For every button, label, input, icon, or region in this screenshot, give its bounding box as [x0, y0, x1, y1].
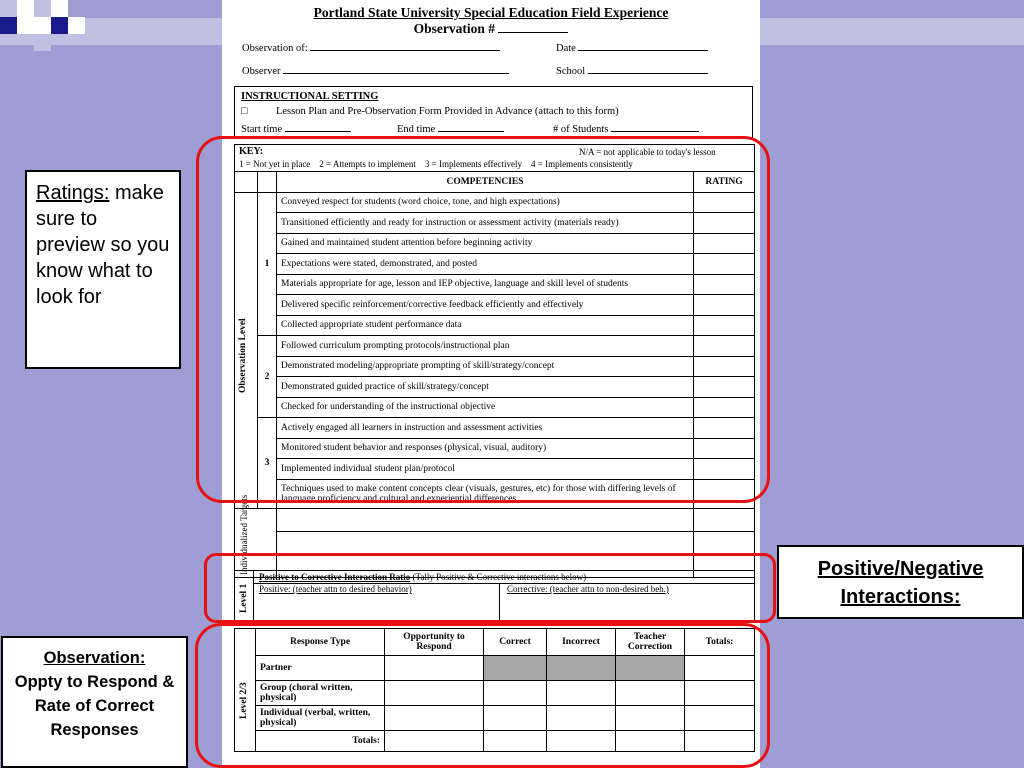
competency-text: Expectations were stated, demonstrated, and posted: [277, 254, 694, 275]
interaction-note: (Tally Positive & Corrective interactions below): [412, 572, 587, 582]
response-header-cell: Correct: [484, 629, 547, 656]
response-type: Partner: [256, 656, 385, 681]
decor-square: [51, 0, 68, 17]
corrective-label: Corrective: (teacher attn to non-desired beh.): [507, 584, 669, 594]
lesson-plan-checkbox[interactable]: □: [241, 106, 248, 117]
competency-text: Demonstrated modeling/appropriate prompting of skill/strategy/concept: [277, 356, 694, 377]
setting-heading: INSTRUCTIONAL SETTING: [241, 91, 379, 102]
school-field[interactable]: [588, 63, 708, 74]
competency-text: Collected appropriate student performance data: [277, 315, 694, 336]
key-label: KEY:: [239, 146, 264, 157]
decor-square: [0, 17, 17, 34]
date-label: Date: [556, 43, 576, 54]
level-number: 1: [258, 192, 277, 336]
setting-item-row: [241, 106, 619, 117]
competency-text: Actively engaged all learners in instruction and assessment activities: [277, 418, 694, 439]
individualized-label: Individualized Targets: [239, 494, 249, 575]
end-time-row: [397, 121, 504, 135]
decor-square: [0, 0, 17, 17]
ratings-callout-head: Ratings:: [36, 182, 110, 204]
totals-label: Totals:: [256, 731, 385, 752]
competency-text: Demonstrated guided practice of skill/strategy/concept: [277, 377, 694, 398]
interaction-level-label: Level 1: [239, 583, 249, 613]
key-scale: 1 = Not yet in place 2 = Attempts to implement 3 = Implements effectively 4 = Implements consistently: [239, 159, 633, 169]
date-row: [556, 40, 708, 54]
observation-level-label: Observation Level: [238, 317, 248, 393]
form-subtitle: [222, 21, 760, 37]
target-text[interactable]: [277, 508, 694, 531]
students-field[interactable]: [611, 121, 699, 132]
response-header-cell: Teacher Correction: [616, 629, 685, 656]
end-time-label: End time: [397, 124, 436, 135]
start-time-label: Start time: [241, 124, 283, 135]
observation-number-label: Observation #: [413, 21, 495, 36]
competency-text: Checked for understanding of the instructional objective: [277, 397, 694, 418]
instructional-setting-box: [234, 86, 753, 138]
competency-text: Techniques used to make content concepts clear (visuals, gestures, etc) for those with differing levels of language proficiency and cultural and experiential differences: [277, 479, 694, 508]
decor-square: [17, 17, 34, 34]
school-row: [556, 63, 708, 77]
students-label: # of Students: [553, 124, 609, 135]
response-header-cell: Totals:: [685, 629, 755, 656]
observation-highlight: [195, 623, 770, 768]
positive-label: Positive: (teacher attn to desired behavior): [259, 584, 412, 594]
competency-text: Transitioned efficiently and ready for instruction or assessment activity (materials ready): [277, 213, 694, 234]
response-header-cell: Response Type: [256, 629, 385, 656]
level-number: 2: [258, 336, 277, 418]
interaction-title: Positive to Corrective Interaction Ratio: [259, 572, 411, 582]
start-time-field[interactable]: [285, 121, 351, 132]
response-type: Group (choral written, physical): [256, 681, 385, 706]
level-number: 3: [258, 418, 277, 509]
ratings-callout: [25, 170, 181, 369]
header-rating: RATING: [694, 172, 755, 193]
target-rating[interactable]: [694, 508, 755, 531]
observer-label: Observer: [242, 66, 281, 77]
competency-text: Monitored student behavior and responses (physical, visual, auditory): [277, 438, 694, 459]
competency-text: Implemented individual student plan/protocol: [277, 459, 694, 480]
end-time-field[interactable]: [438, 121, 504, 132]
interactions-highlight: [204, 553, 776, 623]
competency-text: Followed curriculum prompting protocols/instructional plan: [277, 336, 694, 357]
setting-item-label: Lesson Plan and Pre-Observation Form Provided in Advance (attach to this form): [275, 106, 619, 117]
competency-text: Conveyed respect for students (word choice, tone, and high expectations): [277, 192, 694, 213]
target-rating[interactable]: [694, 531, 755, 554]
decor-square: [17, 0, 34, 17]
observer-row: [242, 63, 509, 77]
observation-of-field[interactable]: [310, 40, 500, 51]
date-field[interactable]: [578, 40, 708, 51]
observation-number-field[interactable]: [498, 22, 568, 33]
decor-square: [68, 17, 85, 34]
competency-text: Materials appropriate for age, lesson and IEP objective, language and skill level of students: [277, 274, 694, 295]
observation-callout: [1, 636, 188, 768]
response-header-cell: Incorrect: [547, 629, 616, 656]
individualized-target-row: [235, 531, 755, 554]
form-title: Portland State University Special Education Field Experience: [313, 5, 669, 20]
response-type: Individual (verbal, written, physical): [256, 706, 385, 731]
decor-square: [34, 0, 51, 17]
individualized-target-row: [235, 508, 755, 531]
decor-square: [51, 17, 68, 34]
observation-of-row: [242, 40, 500, 54]
observer-field[interactable]: [283, 63, 509, 74]
target-text[interactable]: [277, 531, 694, 554]
header-competencies: COMPETENCIES: [277, 172, 694, 193]
decor-square: [34, 34, 51, 51]
start-time-row: [241, 121, 351, 135]
ratings-highlight: [196, 136, 770, 503]
response-header-cell: Opportunity to Respond: [385, 629, 484, 656]
ratings-callout-body: make sure to preview so you know what to look for: [36, 182, 170, 308]
observation-callout-head: Observation:: [43, 649, 146, 667]
response-level-label: Level 2/3: [239, 682, 249, 719]
key-na: N/A = not applicable to today's lesson: [579, 147, 716, 157]
competency-text: Gained and maintained student attention before beginning activity: [277, 233, 694, 254]
decor-square: [34, 17, 51, 34]
interactions-callout: Positive/Negative Interactions:: [777, 545, 1024, 619]
students-row: [553, 121, 699, 135]
observation-callout-body: Oppty to Respond & Rate of Correct Responses: [14, 673, 175, 739]
school-label: School: [556, 66, 586, 77]
observation-of-label: Observation of:: [242, 43, 308, 54]
competency-text: Delivered specific reinforcement/corrective feedback efficiently and effectively: [277, 295, 694, 316]
